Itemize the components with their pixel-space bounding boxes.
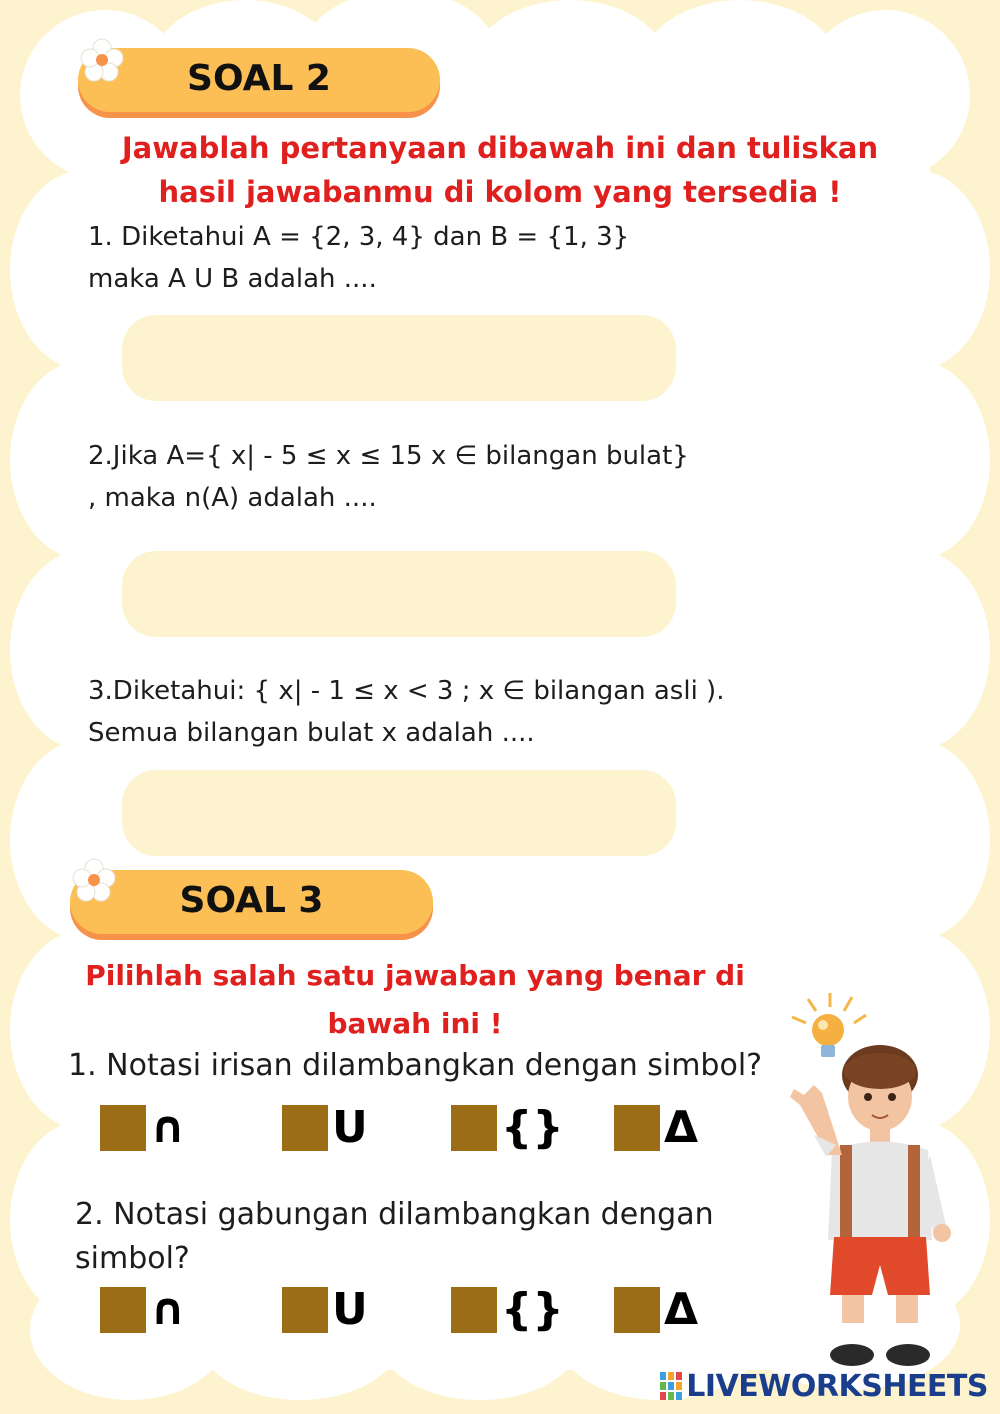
soal-2-answer-1-input[interactable] xyxy=(122,315,676,401)
option-symbol: ∩ xyxy=(150,1102,186,1153)
soal-3-title: SOAL 3 xyxy=(179,880,324,921)
soal-2-instruction-line-1: Jawablah pertanyaan dibawah ini dan tuliskan xyxy=(121,131,879,165)
soal-2-question-2 xyxy=(88,435,689,519)
soal-3-title-pill xyxy=(70,870,433,934)
option-a-intersection[interactable] xyxy=(100,1285,186,1335)
option-checkbox[interactable] xyxy=(100,1287,146,1333)
option-symbol: ∩ xyxy=(150,1284,186,1335)
question-text: simbol? xyxy=(75,1241,190,1276)
flower-icon xyxy=(80,38,124,82)
option-d-delta[interactable] xyxy=(614,1103,698,1153)
soal-2-question-1 xyxy=(88,216,629,300)
option-d-delta[interactable] xyxy=(614,1285,698,1335)
soal-3-question-1 xyxy=(68,1044,762,1088)
soal-2-answer-3-input[interactable] xyxy=(122,770,676,856)
option-a-intersection[interactable] xyxy=(100,1103,186,1153)
option-checkbox[interactable] xyxy=(614,1105,660,1151)
soal-3-instruction-line-2: bawah ini ! xyxy=(327,1007,503,1040)
question-text: 2. Notasi gabungan dilambangkan dengan xyxy=(75,1197,714,1232)
soal-3-instruction xyxy=(40,952,790,1048)
option-symbol: Δ xyxy=(664,1284,699,1335)
question-text: Semua bilangan bulat x adalah .... xyxy=(88,718,535,748)
soal-2-instruction-line-2: hasil jawabanmu di kolom yang tersedia ! xyxy=(158,175,842,209)
option-symbol: Δ xyxy=(664,1102,699,1153)
option-b-union[interactable] xyxy=(282,1285,368,1335)
option-checkbox[interactable] xyxy=(282,1287,328,1333)
soal-2-title-pill xyxy=(78,48,440,112)
boy-with-lightbulb-illustration xyxy=(770,985,970,1375)
option-symbol: {} xyxy=(501,1284,564,1335)
question-text: , maka n(A) adalah .... xyxy=(88,483,377,513)
soal-3-question-2 xyxy=(75,1193,714,1281)
option-symbol: {} xyxy=(501,1102,564,1153)
question-text: 2.Jika A={ x| - 5 ≤ x ≤ 15 x ∈ bilangan bulat} xyxy=(88,441,689,471)
option-checkbox[interactable] xyxy=(100,1105,146,1151)
soal-3-instruction-line-1: Pilihlah salah satu jawaban yang benar di xyxy=(85,959,745,992)
question-text: 3.Diketahui: { x| - 1 ≤ x < 3 ; x ∈ bilangan asli ). xyxy=(88,676,725,706)
question-text: 1. Diketahui A = {2, 3, 4} dan B = {1, 3} xyxy=(88,222,630,252)
liveworksheets-logo xyxy=(660,1366,988,1406)
option-checkbox[interactable] xyxy=(614,1287,660,1333)
question-text: 1. Notasi irisan dilambangkan dengan simbol? xyxy=(68,1048,763,1083)
soal-2-question-3 xyxy=(88,670,724,754)
option-checkbox[interactable] xyxy=(451,1287,497,1333)
soal-2-answer-2-input[interactable] xyxy=(122,551,676,637)
soal-2-title: SOAL 2 xyxy=(187,58,331,99)
flower-icon xyxy=(72,858,116,902)
question-text: maka A U B adalah .... xyxy=(88,264,377,294)
option-c-braces[interactable] xyxy=(451,1285,564,1335)
liveworksheets-logo-icon xyxy=(660,1372,682,1400)
lightbulb-icon xyxy=(792,993,866,1057)
liveworksheets-brand-text: LIVEWORKSHEETS xyxy=(686,1368,988,1404)
option-checkbox[interactable] xyxy=(451,1105,497,1151)
soal-2-instruction xyxy=(60,126,940,214)
option-symbol: U xyxy=(332,1284,368,1335)
option-checkbox[interactable] xyxy=(282,1105,328,1151)
option-symbol: U xyxy=(332,1102,368,1153)
option-c-braces[interactable] xyxy=(451,1103,564,1153)
option-b-union[interactable] xyxy=(282,1103,368,1153)
